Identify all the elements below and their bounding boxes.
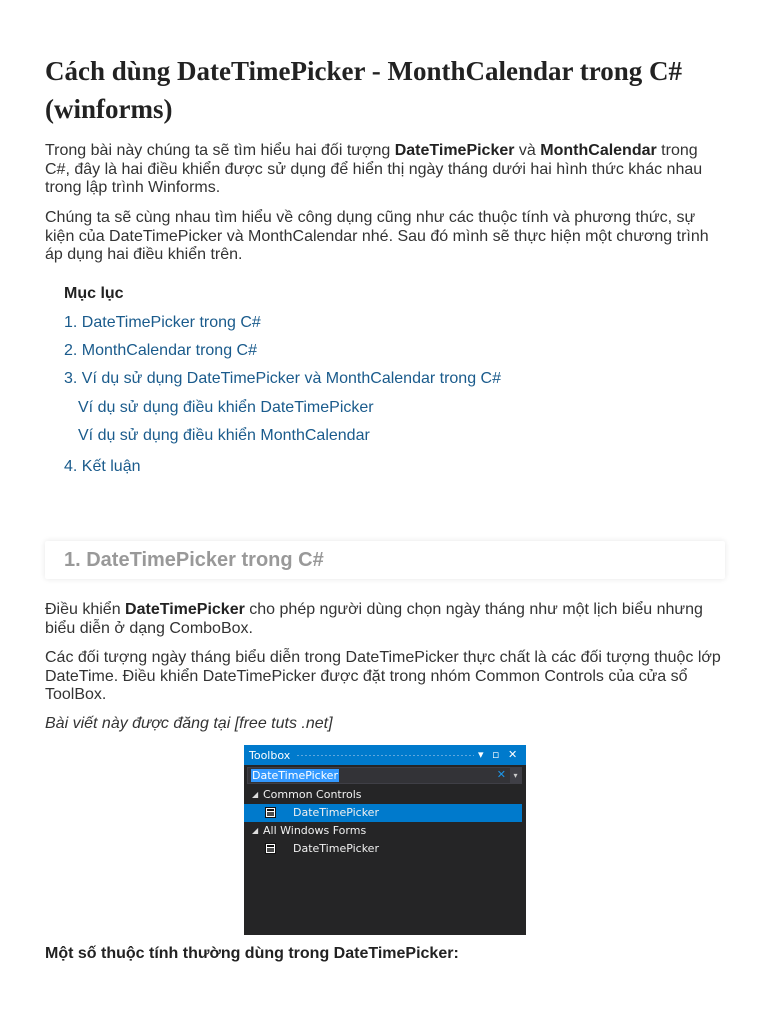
section-text: cho phép người dùng chọn ngày tháng như một lịch biểu nhưng biểu diễn ở dạng ComboBox. (45, 601, 703, 637)
group-label: Common Controls (263, 788, 362, 801)
intro-paragraph-2: Chúng ta sẽ cùng nhau tìm hiểu về công dụng cũng như các thuộc tính và phương thức, sự kiện của DateTimePicker và MonthCalendar nhé. Sau đó mình sẽ thực hiện một chương trình áp dụng hai điều khiển trên. (45, 209, 709, 263)
toolbox-title: Toolbox (249, 749, 291, 762)
search-value: DateTimePicker (252, 769, 338, 782)
clear-search-icon[interactable]: ✕ (496, 768, 506, 781)
page-title: Cách dùng DateTimePicker - MonthCalendar trong C# (winforms) (45, 56, 683, 124)
section-paragraph (45, 601, 725, 638)
section-paragraph-2: Các đối tượng ngày tháng biểu diễn trong DateTimePicker thực chất là các đối tượng thuộc lớp DateTime. Điều khiển DateTimePicker được đặt trong nhóm Common Controls của cửa sổ ToolBox. (45, 649, 721, 703)
item-label: DateTimePicker (293, 806, 379, 819)
toolbox-titlebar (244, 745, 526, 765)
intro-bold-monthcalendar: MonthCalendar (540, 142, 657, 159)
toc-link[interactable]: Ví dụ sử dụng điều khiển MonthCalendar (78, 427, 370, 444)
item-label: DateTimePicker (293, 842, 379, 855)
section-heading-box (45, 541, 725, 579)
search-dropdown-icon[interactable]: ▾ (510, 768, 521, 783)
section-heading: 1. DateTimePicker trong C# (64, 549, 324, 571)
properties-heading: Một số thuộc tính thường dùng trong DateTimePicker: (45, 945, 459, 962)
toolbox-screenshot (244, 745, 526, 935)
expand-triangle-icon: ◢ (252, 790, 259, 799)
toc-link[interactable]: 3. Ví dụ sử dụng DateTimePicker và MonthCalendar trong C# (64, 370, 501, 387)
titlebar-grip (296, 754, 474, 757)
toolbox-group-common-controls[interactable] (244, 786, 522, 804)
source-note: Bài viết này được đăng tại [free tuts .net] (45, 715, 333, 732)
toc-link[interactable]: Ví dụ sử dụng điều khiển DateTimePicker (78, 399, 374, 416)
toc-link[interactable]: 2. MonthCalendar trong C# (64, 342, 257, 359)
intro-bold-datetimepicker: DateTimePicker (394, 142, 515, 159)
toolbox-group-all-windows-forms[interactable] (244, 822, 522, 840)
toc-link[interactable]: 4. Kết luận (64, 458, 141, 475)
calendar-icon (265, 843, 276, 854)
toolbox-search-input[interactable] (247, 767, 522, 784)
toc-title: Mục lục (64, 285, 124, 302)
toolbox-item-datetimepicker-selected[interactable] (244, 804, 522, 822)
maximize-icon[interactable]: ▫ (492, 748, 500, 761)
expand-triangle-icon: ◢ (252, 826, 259, 835)
intro-text: và (514, 142, 541, 159)
table-of-contents (64, 285, 501, 475)
toc-link[interactable]: 1. DateTimePicker trong C# (64, 314, 261, 331)
pin-dropdown-icon[interactable]: ▾ (478, 748, 484, 761)
intro-paragraph (45, 142, 725, 198)
section-bold: DateTimePicker (125, 601, 245, 618)
close-icon[interactable]: ✕ (508, 748, 518, 761)
calendar-icon (265, 807, 276, 818)
intro-text: Trong bài này chúng ta sẽ tìm hiểu hai đối tượng (45, 142, 395, 159)
section-text: Điều khiển (45, 601, 126, 618)
group-label: All Windows Forms (263, 824, 367, 837)
toolbox-item-datetimepicker[interactable] (244, 840, 522, 858)
intro-text: trong C#, đây là hai điều khiển được sử dụng để hiển thị ngày tháng dưới hai hình thức khác nhau trong lập trình Winforms. (45, 142, 703, 196)
